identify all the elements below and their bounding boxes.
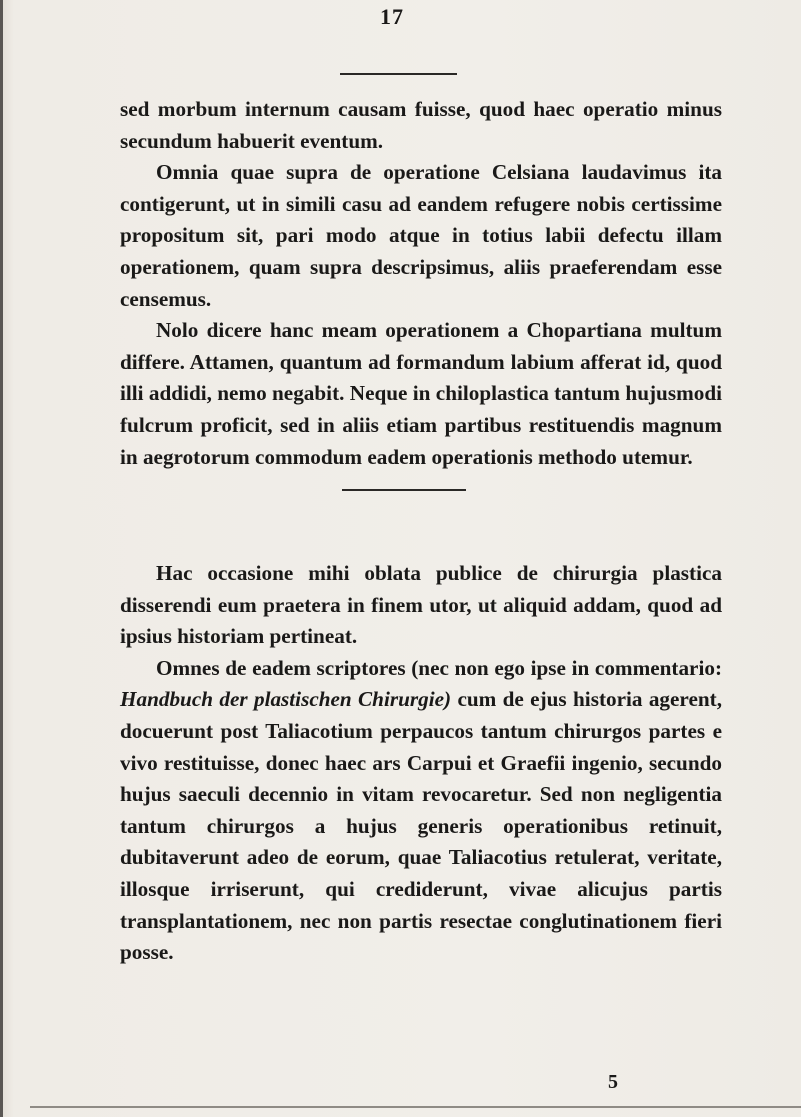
paragraph: Hac occasione mihi oblata publice de chirurgia plastica disserendi eum praetera in finem utor, ut aliquid addam, quod ad ipsius historiam pertineat. [120, 561, 722, 649]
section-2 [120, 558, 722, 969]
paragraph: Omnia quae supra de operatione Celsiana laudavimus ita contigerunt, ut in simili casu ad eandem refugere nobis certissime propositum sit, pari modo atque in totius labii defectu illam operationem, quam supra descripsimus, aliis praeferendam esse censemus. [120, 160, 722, 311]
paragraph-text: cum de ejus historia agerent, docuerunt post Taliacotium perpaucos tantum chirurgos partes e vivo restituisse, donec haec ars Carpui et Graefii ingenio, secundo hujus saeculi decennio in vitam revocaretur. Sed non negligentia tantum chirurgos a hujus generis operationibus retinuit, dubitaverunt adeo de eorum, quae Taliacotius retulerat, veritate, illosque irriserunt, qui crediderunt, vivae alicujus partis transplantationem, nec non partis resectae conglutinationem fieri posse. [120, 687, 722, 965]
paragraph: Nolo dicere hanc meam operationem a Chopartiana multum differe. Attamen, quantum ad formandum labium afferat id, quod illi addidi, nemo negabit. Neque in chiloplastica tantum hujusmodi fulcrum proficit, sed in aliis etiam partibus restituendis magnum in aegrotorum commodum eadem operationis methodo utemur. [120, 318, 722, 469]
header-rule [340, 73, 457, 75]
paragraph-text: Omnes de eadem scriptores (nec non ego ipse in commentario: [156, 655, 722, 680]
section-divider [342, 489, 466, 491]
page-spine-edge [0, 0, 3, 1117]
signature-mark: 5 [608, 1071, 618, 1093]
paragraph [120, 653, 722, 969]
paragraph: sed morbum internum causam fuisse, quod haec operatio minus secundum habuerit eventum. [120, 97, 722, 153]
page-bottom-edge [30, 1106, 801, 1108]
section-1 [120, 94, 722, 473]
book-title: Handbuch der plastischen Chirurgie) [120, 687, 452, 712]
page-number: 17 [380, 4, 404, 29]
